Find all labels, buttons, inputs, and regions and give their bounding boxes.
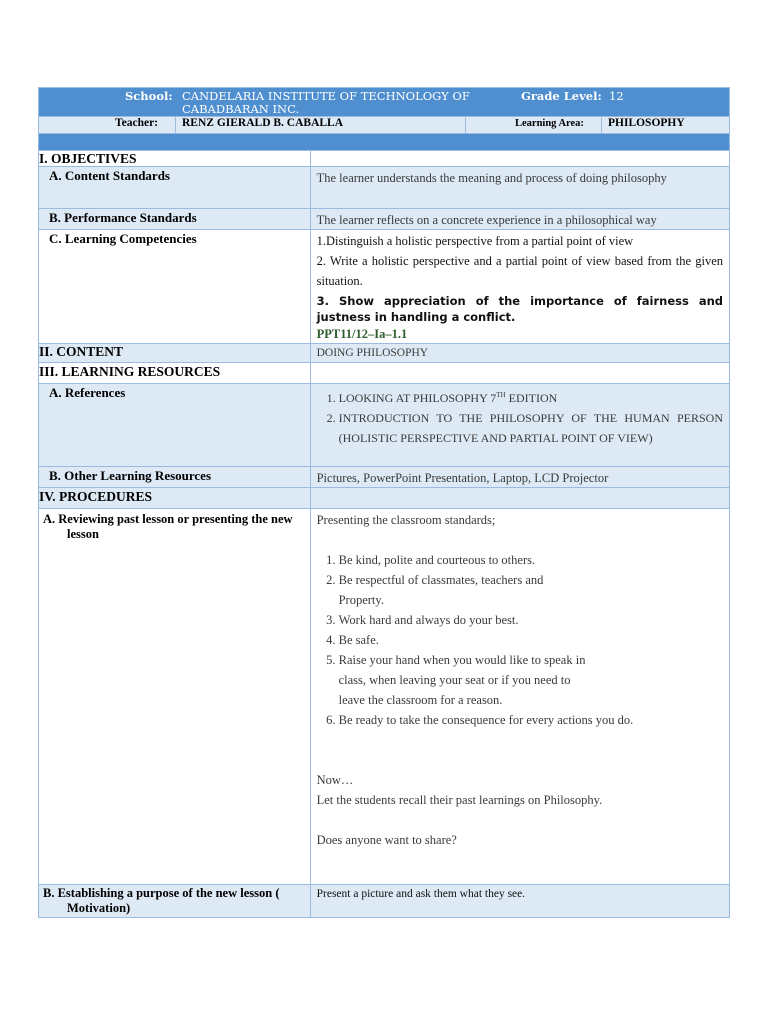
- procedure-b-row: [39, 885, 730, 918]
- procedure-b-label: B. Establishing a purpose of the new lesson ( Motivation): [43, 886, 280, 915]
- objectives-title: I. OBJECTIVES: [39, 151, 311, 166]
- school-value-line2: CABADBARAN INC.: [182, 102, 300, 116]
- classroom-standards-list: [317, 550, 634, 730]
- recall-text: Let the students recall their past learnings on Philosophy.: [316, 793, 603, 807]
- competency-code: PPT11/12–Ia–1.1: [316, 327, 408, 341]
- standard-item: 5. Raise your hand when you would like to speak in class, when leaving your seat or if you need to leave the classroom for a reason.: [339, 650, 589, 710]
- reference-item: 1. LOOKING AT PHILOSOPHY 7TH EDITION: [339, 385, 723, 408]
- competency-3: 3. Show appreciation of the importance of fairness and justness in handling a conflict.: [316, 294, 723, 324]
- performance-standards-label: B. Performance Standards: [39, 209, 311, 229]
- share-text: Does anyone want to share?: [316, 833, 457, 847]
- references-row: [39, 384, 730, 467]
- performance-standards-row: [39, 209, 730, 230]
- standard-item: 6. Be ready to take the consequence for every actions you do.: [339, 710, 719, 730]
- other-resources-value: Pictures, PowerPoint Presentation, Laptop, LCD Projector: [311, 467, 730, 487]
- school-value-line1: CANDELARIA INSTITUTE OF TECHNOLOGY OF: [182, 89, 470, 103]
- area-value: PHILOSOPHY: [608, 117, 685, 129]
- procedure-a-intro: Presenting the classroom standards;: [316, 513, 496, 527]
- lesson-table: [38, 151, 730, 918]
- grade-value: 12: [609, 89, 624, 103]
- competency-2: 2. Write a holistic perspective and a partial point of view based from the given situation.: [316, 254, 723, 288]
- procedures-row: [39, 488, 730, 509]
- procedure-a-row: [39, 509, 730, 885]
- standard-item: 4. Be safe.: [339, 630, 589, 650]
- standard-item: 1. Be kind, polite and courteous to others.: [339, 550, 589, 570]
- other-resources-row: [39, 467, 730, 488]
- teacher-label: Teacher:: [115, 117, 159, 129]
- header-school-row: [38, 87, 730, 117]
- references-label: A. References: [39, 384, 311, 466]
- competencies-label: C. Learning Competencies: [39, 230, 311, 343]
- other-resources-label: B. Other Learning Resources: [39, 467, 311, 487]
- performance-standards-value: The learner reflects on a concrete experience in a philosophical way: [311, 209, 730, 229]
- content-standards-value: The learner understands the meaning and process of doing philosophy: [311, 167, 730, 208]
- lesson-plan: [38, 87, 730, 918]
- school-label: School:: [125, 89, 173, 103]
- standard-item: 2. Be respectful of classmates, teachers and Property.: [339, 570, 589, 610]
- teacher-value: RENZ GIERALD B. CABALLA: [182, 117, 344, 129]
- reference-item: 2. INTRODUCTION TO THE PHILOSOPHY OF THE HUMAN PERSON (HOLISTIC PERSPECTIVE AND PARTIAL POINT OF VIEW): [339, 408, 723, 448]
- grade-label: Grade Level:: [521, 89, 602, 103]
- procedure-b-value: Present a picture and ask them what they see.: [311, 885, 730, 917]
- header-spacer-row: [38, 134, 730, 151]
- content-title: II. CONTENT: [39, 344, 311, 362]
- references-list: [317, 385, 723, 448]
- standard-item: 3. Work hard and always do your best.: [339, 610, 589, 630]
- now-text: Now…: [316, 773, 354, 787]
- header-teacher-row: [38, 117, 730, 134]
- procedure-a-label: A. Reviewing past lesson or presenting the new lesson: [43, 512, 293, 541]
- competencies-row: [39, 230, 730, 344]
- procedures-title: IV. PROCEDURES: [39, 488, 311, 508]
- content-standards-row: [39, 167, 730, 209]
- competency-1: 1.Distinguish a holistic perspective from a partial point of view: [316, 234, 634, 248]
- objectives-row: [39, 151, 730, 167]
- content-row: [39, 344, 730, 363]
- area-label: Learning Area:: [515, 118, 584, 129]
- resources-title: III. LEARNING RESOURCES: [39, 363, 311, 383]
- resources-row: [39, 363, 730, 384]
- content-standards-label: A. Content Standards: [39, 167, 311, 208]
- content-value: DOING PHILOSOPHY: [311, 344, 730, 362]
